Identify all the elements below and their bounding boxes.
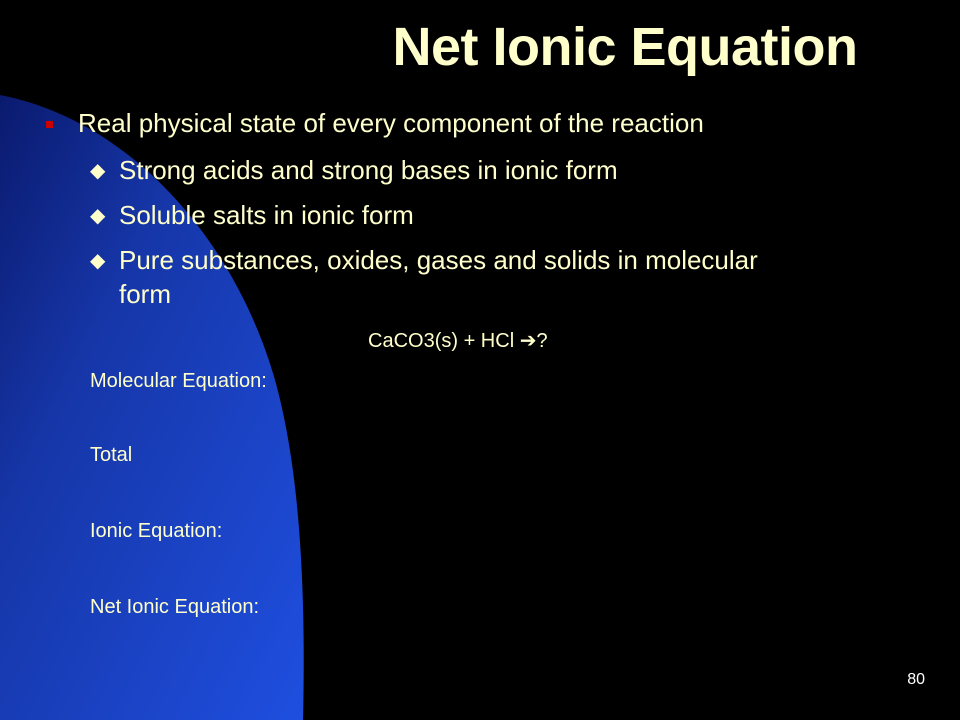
square-bullet-icon [46, 121, 53, 128]
slide-title: Net Ionic Equation [392, 17, 858, 77]
main-bullet-text: Real physical state of every component of the reaction [78, 108, 704, 138]
main-bullet [78, 104, 938, 142]
equation-product: ? [536, 330, 548, 352]
reaction-equation [368, 326, 548, 356]
diamond-bullet-icon: ◆ [90, 158, 106, 182]
ionic-equation-label: Ionic Equation: [90, 520, 223, 542]
sub-bullet [90, 198, 919, 232]
diamond-bullet-icon: ◆ [90, 248, 106, 272]
sub-bullet [90, 153, 919, 187]
net-ionic-equation-label: Net Ionic Equation: [90, 596, 259, 618]
sub-bullet [90, 243, 799, 311]
diamond-bullet-icon: ◆ [90, 203, 106, 227]
equation-reactants: CaCO3(s) + HCl [368, 330, 520, 352]
slide-number: 80 [907, 671, 925, 688]
sub-bullet-text: Soluble salts in ionic form [119, 200, 414, 230]
sub-bullet-text: Strong acids and strong bases in ionic form [119, 155, 618, 185]
arrow-icon: ➔ [519, 330, 537, 352]
total-label: Total [90, 444, 133, 466]
sub-bullet-text: Pure substances, oxides, gases and solids in molecular form [119, 245, 758, 309]
molecular-equation-label: Molecular Equation: [90, 370, 267, 392]
